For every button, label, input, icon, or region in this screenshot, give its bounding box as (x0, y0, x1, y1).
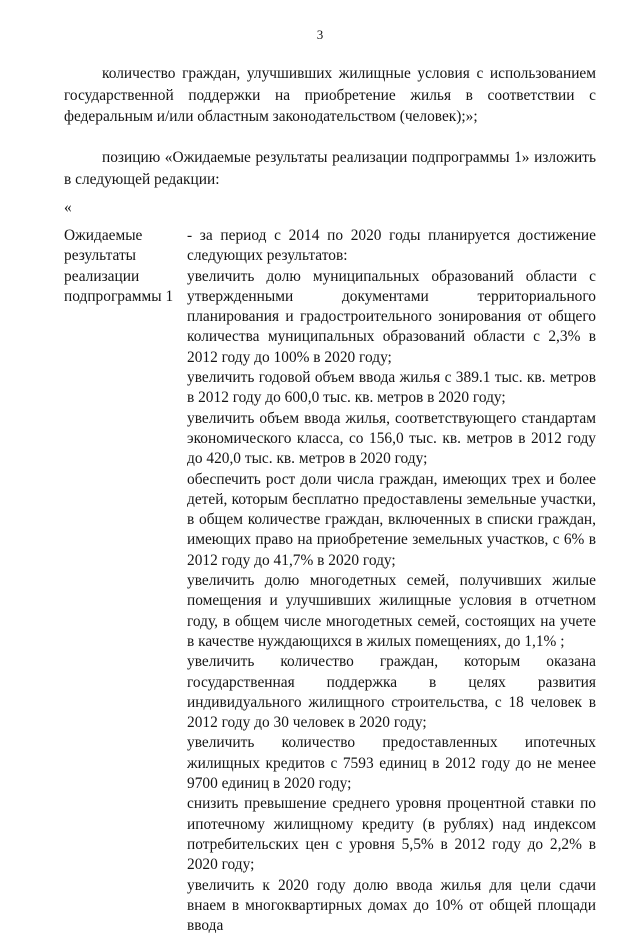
intro-paragraph: количество граждан, улучшивших жилищные условия с использованием государственной поддержки на приобретение жилья в соответствии с федеральным и/или областным законодательством (человек);»; (64, 63, 596, 128)
list-item: увеличить количество граждан, которым оказана государственная поддержка в целях развития индивидуального жилищного строительства, с 18 человек в 2012 году до 30 человек в 2020 году; (187, 652, 596, 733)
list-item: - за период с 2014 по 2020 годы планируется достижение следующих результатов: (187, 226, 596, 267)
page-number: 3 (0, 24, 640, 46)
list-item: увеличить количество предоставленных ипотечных жилищных кредитов с 7593 единиц в 2012 году до не менее 9700 единиц в 2020 году; (187, 733, 596, 794)
list-item: увеличить долю многодетных семей, получивших жилые помещения и улучшивших жилищные условия в отчетном году, в общем числе многодетных семей, состоящих на учете в качестве нуждающихся в жилых помещениях, до 1,1% ; (187, 571, 596, 652)
list-item: снизить превышение среднего уровня процентной ставки по ипотечному жилищному кредиту (в рублях) над индексом потребительских цен с уровня 5,5% в 2012 году до 2,2% в 2020 году; (187, 794, 596, 875)
list-item: увеличить объем ввода жилья, соответствующего стандартам экономического класса, со 156,0 тыс. кв. метров в 2012 году до 420,0 тыс. кв. метров в 2020 году; (187, 409, 596, 470)
results-label: Ожидаемые результаты реализации подпрограммы 1 (64, 226, 176, 307)
position-paragraph: позицию «Ожидаемые результаты реализации подпрограммы 1» изложить в следующей редакции: (64, 147, 596, 190)
list-item: увеличить долю муниципальных образований области с утвержденными документами территориального планирования и градостроительного зонирования от общего количества муниципальных образований области с 2,3% в 2012 году до 100% в 2020 году; (187, 267, 596, 368)
list-item: обеспечить рост доли числа граждан, имеющих трех и более детей, которым бесплатно предоставлены земельные участки, в общем количестве граждан, включенных в списки граждан, имеющих право на приобретение земельных участков, с 6% в 2012 году до 41,7% в 2020 году; (187, 470, 596, 571)
open-quote: « (64, 197, 72, 219)
results-list (187, 226, 596, 936)
list-item: увеличить к 2020 году долю ввода жилья для цели сдачи внаем в многоквартирных домах до 10% от общей площади ввода (187, 876, 596, 936)
list-item: увеличить годовой объем ввода жилья с 389.1 тыс. кв. метров в 2012 году до 600,0 тыс. кв. метров в 2020 году; (187, 368, 596, 409)
